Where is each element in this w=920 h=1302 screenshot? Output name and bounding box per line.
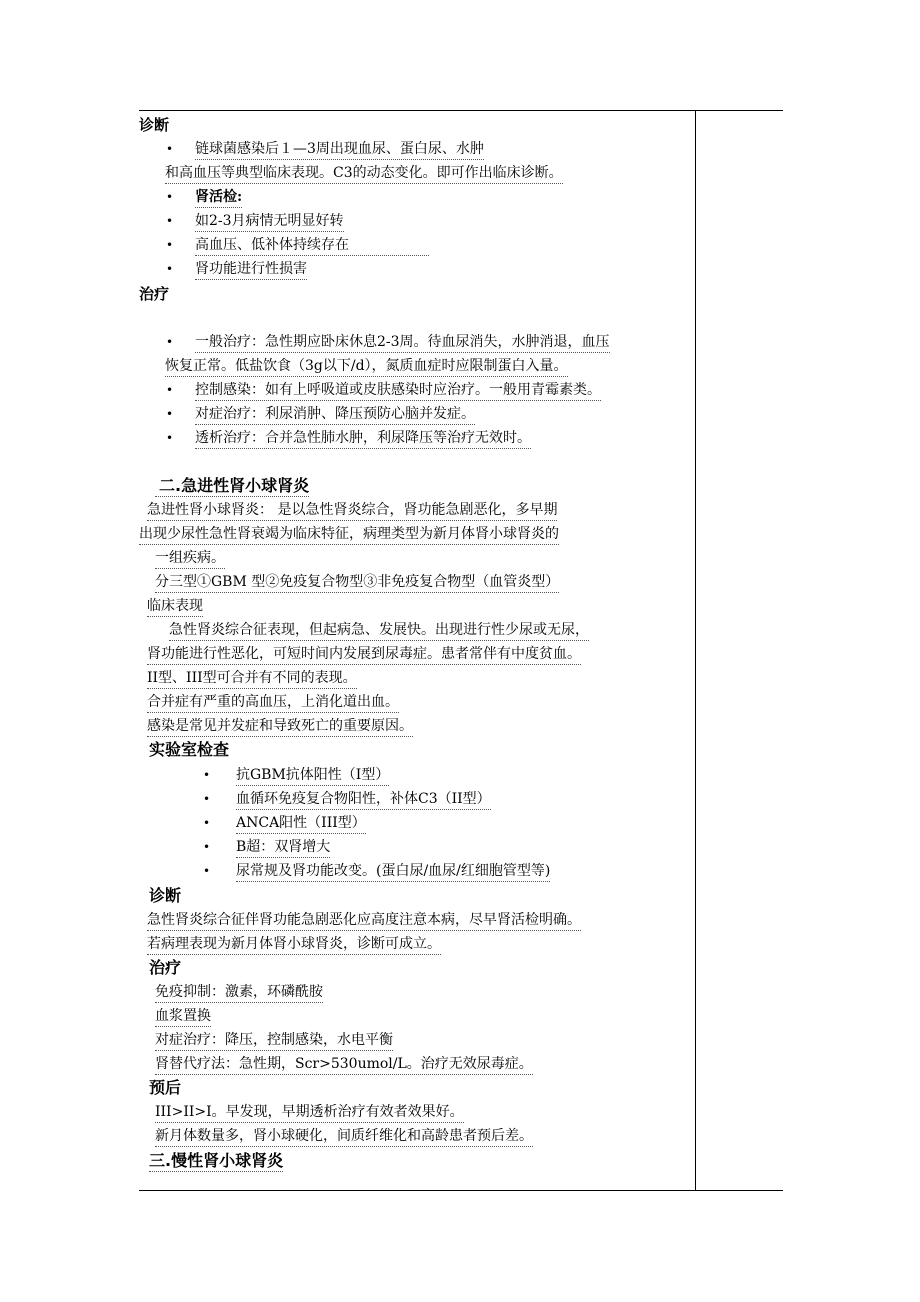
treatment-item: 透析治疗：合并急性肺水肿，利尿降压等治疗无效时。	[195, 429, 531, 449]
biopsy-item: 高血压、低补体持续存在	[195, 236, 429, 256]
clinical-line: 肾功能进行性恶化，可短时间内发展到尿毒症。患者常伴有中度贫血。	[147, 645, 581, 665]
prognosis-line: III>II>I。早发现，早期透析治疗有效者效果好。	[155, 1103, 464, 1123]
bullet-icon: •	[203, 816, 211, 830]
rpgn-intro-line: 急进性肾小球肾炎： 是以急性肾炎综合，肾功能急剧恶化，多早期	[147, 501, 557, 521]
bullet-icon: •	[166, 214, 174, 228]
treatment-item: 对症治疗：利尿消肿、降压预防心脑并发症。	[195, 405, 475, 425]
bullet-icon: •	[166, 238, 174, 252]
treatment-item: 控制感染：如有上呼吸道或皮肤感染时应治疗。一般用青霉素类。	[195, 381, 601, 401]
chapter-heading-rpgn: 二.急进性肾小球肾炎	[155, 477, 309, 497]
clinical-line: 感染是常见并发症和导致死亡的重要原因。	[147, 717, 413, 737]
table-top-border	[139, 110, 783, 111]
rpgn-treatment-line: 肾替代疗法：急性期，Scr>530umol/L。治疗无效尿毒症。	[155, 1055, 533, 1075]
clinical-line: 合并症有严重的高血压，上消化道出血。	[147, 693, 399, 713]
prognosis-heading: 预后	[149, 1078, 182, 1097]
section-heading-diagnosis: 诊断	[139, 116, 170, 134]
bullet-icon: •	[166, 142, 174, 156]
rpgn-diagnosis-line: 急性肾炎综合征伴肾功能急剧恶化应高度注意本病，尽早肾活检明确。	[147, 911, 581, 931]
lab-item: B超：双肾增大	[236, 838, 330, 858]
lab-item: 尿常规及肾功能改变。(蛋白尿/血尿/红细胞管型等)	[236, 862, 550, 882]
rpgn-types-line: 分三型①GBM 型②免疫复合物型③非免疫复合物型（血管炎型）	[155, 573, 559, 593]
biopsy-heading: 肾活检:	[195, 188, 242, 208]
bullet-icon: •	[166, 431, 174, 445]
bullet-icon: •	[203, 864, 211, 878]
bullet-icon: •	[166, 407, 174, 421]
rpgn-intro-line: 一组疾病。	[155, 549, 225, 569]
section-heading-treatment: 治疗	[139, 285, 170, 303]
lab-item: ANCA阳性（III型）	[236, 814, 366, 834]
treatment-item: 一般治疗：急性期应卧床休息2-3周。待血尿消失，水肿消退，血压	[195, 333, 610, 353]
table-bottom-border	[139, 1190, 783, 1191]
rpgn-treatment-heading: 治疗	[149, 958, 182, 977]
bullet-icon: •	[203, 768, 211, 782]
lab-heading: 实验室检查	[149, 740, 230, 759]
chapter-heading-chronic-gn: 三.慢性肾小球肾炎	[149, 1151, 284, 1170]
rpgn-intro-line: 出现少尿性急性肾衰竭为临床特征，病理类型为新月体肾小球肾炎的	[139, 525, 559, 545]
treatment-item-continued: 恢复正常。低盐饮食（3g以下/d），氮质血症时应限制蛋白入量。	[165, 357, 568, 377]
clinical-heading: 临床表现	[147, 597, 203, 617]
rpgn-treatment-line: 血浆置换	[155, 1007, 211, 1027]
rpgn-diagnosis-line: 若病理表现为新月体肾小球肾炎，诊断可成立。	[147, 935, 441, 955]
bullet-icon: •	[166, 190, 174, 204]
clinical-line: II型、III型可合并有不同的表现。	[147, 669, 357, 689]
prognosis-line: 新月体数量多，肾小球硬化，间质纤维化和高龄患者预后差。	[155, 1127, 533, 1147]
lab-item: 血循环免疫复合物阳性，补体C3（II型）	[236, 790, 491, 810]
biopsy-item: 肾功能进行性损害	[195, 260, 307, 280]
rpgn-treatment-line: 对症治疗：降压，控制感染，水电平衡	[155, 1031, 393, 1051]
bullet-icon: •	[166, 262, 174, 276]
bullet-icon: •	[166, 335, 174, 349]
lab-item: 抗GBM抗体阳性（I型）	[236, 766, 389, 786]
bullet-icon: •	[203, 792, 211, 806]
rpgn-diagnosis-heading: 诊断	[149, 886, 182, 905]
bullet-icon: •	[203, 840, 211, 854]
diagnosis-line: 链球菌感染后１—3周出现血尿、蛋白尿、水肿	[195, 140, 484, 160]
diagnosis-line: 和高血压等典型临床表现。C3的动态变化。即可作出临床诊断。	[165, 164, 563, 184]
biopsy-item: 如2-3月病情无明显好转	[195, 212, 344, 232]
clinical-line: 急性肾炎综合征表现，但起病急、发展快。出现进行性少尿或无尿，	[169, 621, 589, 641]
table-column-divider	[695, 110, 696, 1190]
rpgn-treatment-line: 免疫抑制：激素，环磷酰胺	[155, 983, 323, 1003]
bullet-icon: •	[166, 383, 174, 397]
